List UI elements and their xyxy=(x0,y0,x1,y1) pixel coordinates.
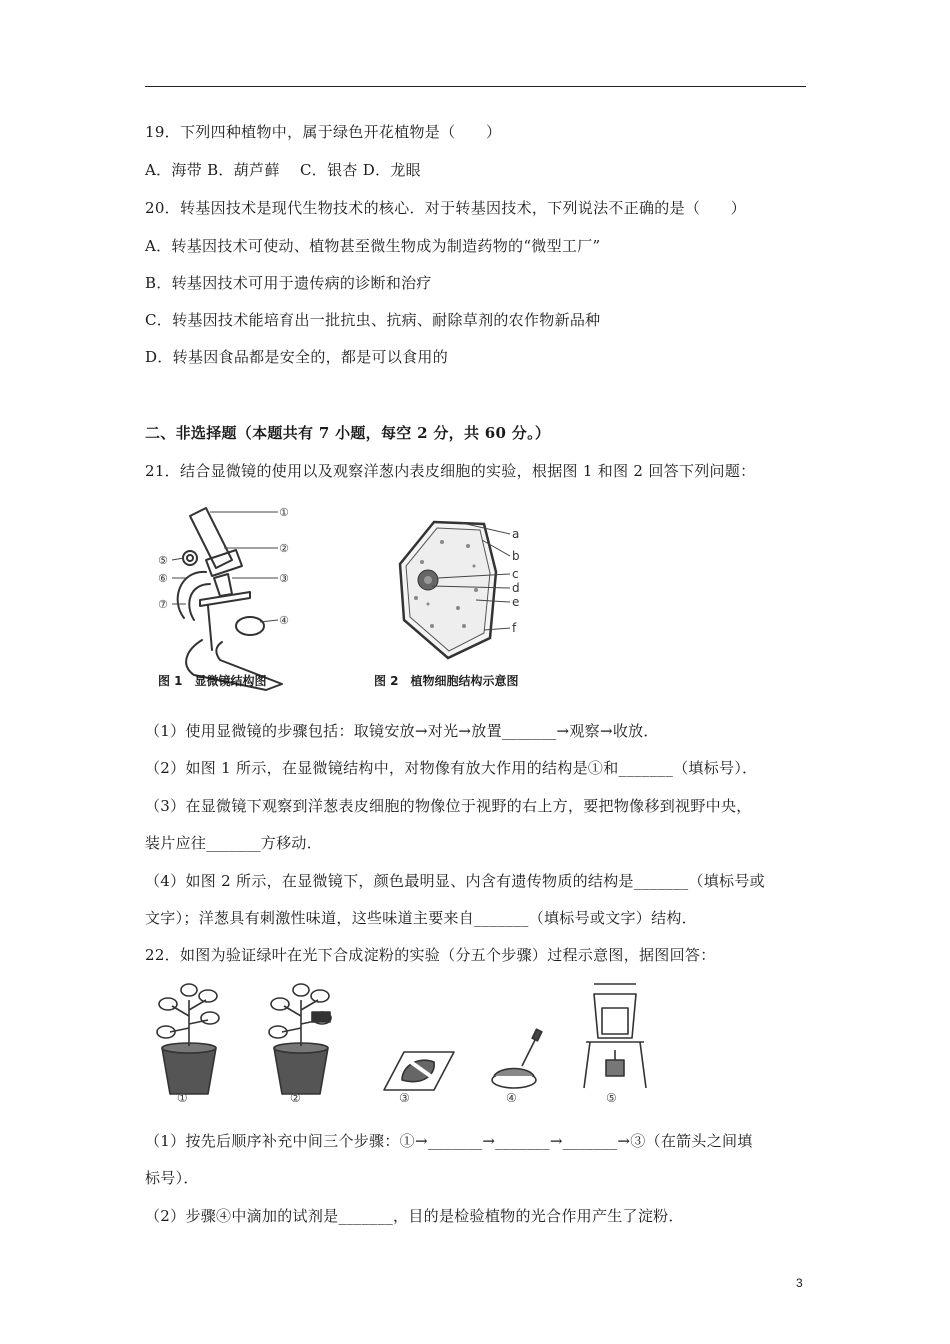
q22-step-figures xyxy=(150,976,650,1102)
q22-part-1-line-2: 标号）． xyxy=(145,1169,199,1187)
fig2-label-c: c xyxy=(512,567,519,581)
fig2-label-a: a xyxy=(512,527,520,541)
q19-options: A．海带 B．葫芦藓 C．银杏 D．龙眼 xyxy=(145,161,421,179)
q22-part-1-line-1: （1）按先后顺序补充中间三个步骤：①→_______→_______→_______→③（在箭头之间填 xyxy=(145,1132,753,1150)
q20-option-a: A．转基因技术可使动、植物甚至微生物成为制造药物的“微型工厂” xyxy=(145,237,601,255)
fig2-label-d: d xyxy=(512,581,520,595)
q19-stem: 19．下列四种植物中，属于绿色开花植物是（ ） xyxy=(145,123,502,141)
q22-step-5-label: ⑤ xyxy=(606,1091,617,1102)
q22-step-1-label: ① xyxy=(177,1091,188,1102)
figure-2-plant-cell xyxy=(372,500,562,700)
figure-1-microscope xyxy=(150,500,300,700)
q21-part-4-line-1: （4）如图 2 所示，在显微镜下，颜色最明显、内含有遗传物质的结构是_______（填标号或 xyxy=(145,872,765,890)
q22-step-3-label: ③ xyxy=(399,1091,410,1102)
q21-part-4-line-2: 文字）；洋葱具有刺激性味道，这些味道主要来自_______（填标号或文字）结构． xyxy=(145,909,698,927)
fig2-caption: 图 2 植物细胞结构示意图 xyxy=(374,674,519,688)
q21-part-3-line-1: （3）在显微镜下观察到洋葱表皮细胞的物像位于视野的右上方，要把物像移到视野中央， xyxy=(145,797,752,815)
fig1-label-3: ③ xyxy=(279,572,289,585)
q20-stem: 20．转基因技术是现代生物技术的核心．对于转基因技术，下列说法不正确的是（ ） xyxy=(145,199,747,217)
q21-stem: 21．结合显微镜的使用以及观察洋葱内表皮细胞的实验，根据图 1 和图 2 回答下列问题： xyxy=(145,462,756,480)
q20-option-c: C．转基因技术能培育出一批抗虫、抗病、耐除草剂的农作物新品种 xyxy=(145,311,601,329)
fig1-label-1: ① xyxy=(279,506,289,519)
q21-part-3-line-2: 装片应往_______方移动． xyxy=(145,834,323,852)
fig1-label-7: ⑦ xyxy=(158,598,168,611)
q21-part-2: （2）如图 1 所示，在显微镜结构中，对物像有放大作用的结构是①和_______（填标号）． xyxy=(145,759,758,777)
fig1-label-6: ⑥ xyxy=(158,572,168,585)
fig2-label-b: b xyxy=(512,549,520,563)
q22-step-2-label: ② xyxy=(290,1091,301,1102)
q20-option-b: B．转基因技术可用于遗传病的诊断和治疗 xyxy=(145,274,432,292)
fig1-label-5: ⑤ xyxy=(158,554,168,567)
fig1-label-4: ④ xyxy=(279,614,289,627)
q22-stem: 22．如图为验证绿叶在光下合成淀粉的实验（分五个步骤）过程示意图，据图回答： xyxy=(145,946,716,964)
fig1-caption: 图 1 显微镜结构图 xyxy=(158,674,267,688)
q22-part-2: （2）步骤④中滴加的试剂是_______，目的是检验植物的光合作用产生了淀粉． xyxy=(145,1207,684,1225)
fig1-label-2: ② xyxy=(279,542,289,555)
q21-part-1: （1）使用显微镜的步骤包括：取镜安放→对光→放置_______→观察→收放． xyxy=(145,722,659,740)
page-number: 3 xyxy=(796,1276,803,1290)
q20-option-d: D．转基因食品都是安全的，都是可以食用的 xyxy=(145,348,449,366)
fig2-label-f: f xyxy=(512,621,517,635)
q22-step-4-label: ④ xyxy=(506,1091,517,1102)
section-heading: 二、非选择题（本题共有 7 小题，每空 2 分，共 60 分。） xyxy=(145,424,551,442)
header-rule xyxy=(145,86,806,87)
fig2-label-e: e xyxy=(512,595,520,609)
